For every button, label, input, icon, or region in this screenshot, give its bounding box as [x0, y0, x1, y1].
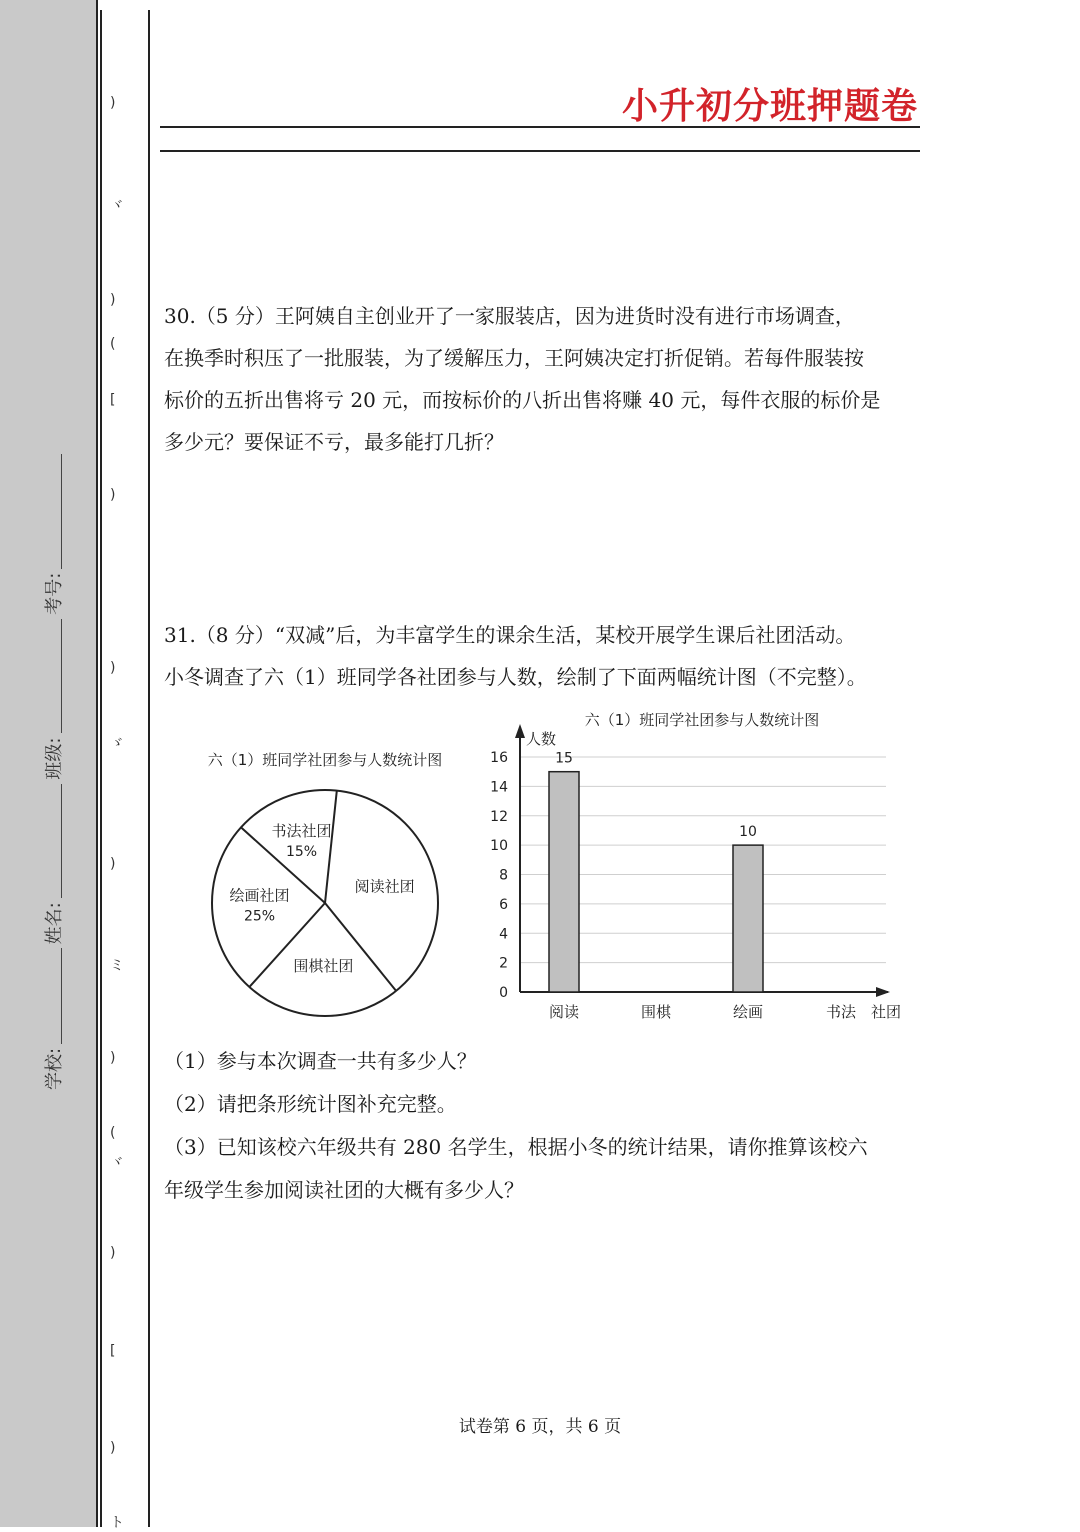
bar-y-tick-label: 10 [490, 838, 508, 855]
bar-value-label: 15 [555, 750, 573, 767]
q31-subquestions [164, 1040, 924, 1212]
bar-value-label: 10 [739, 824, 757, 841]
binder-mark: ) [110, 1050, 116, 1066]
pie-slice-percent: 25% [243, 908, 276, 925]
q30-line: 标价的五折出售将亏 20 元，而按标价的八折出售将赚 40 元，每件衣服的标价是 [164, 388, 881, 412]
binder-mark: ト [110, 1515, 124, 1531]
q31-sub-3-cont: 年级学生参加阅读社团的大概有多少人？ [164, 1178, 524, 1202]
bar-x-axis-label: 社团 [870, 1003, 902, 1021]
q31-line: 31.（8 分）“双减”后，为丰富学生的课余生活，某校开展学生课后社团活动。 [164, 623, 856, 647]
bar-y-tick-label: 14 [490, 779, 508, 796]
binder-mark: ) [110, 856, 116, 872]
name-label: 姓名: [44, 902, 65, 945]
bar-category-label: 围棋 [640, 1003, 672, 1021]
page-number: 试卷第 6 页，共 6 页 [458, 1417, 622, 1437]
binder-mark: ヾ [110, 198, 124, 214]
pie-slice-percent: 15% [285, 843, 318, 860]
bar-y-tick-label: 6 [499, 896, 508, 913]
binder-mark: ミ [110, 958, 124, 974]
binder-mark: ゞ [110, 736, 124, 752]
bar-chart [490, 724, 901, 1021]
binder-mark: ) [110, 660, 116, 676]
bar-y-tick-label: 12 [490, 808, 508, 825]
binder-mark: ) [110, 1245, 116, 1261]
pie-slice-label: 围棋社团 [293, 957, 354, 976]
bar-y-axis-arrow [515, 724, 525, 738]
exam-no-label: 考号: [44, 572, 65, 615]
bar-x-axis-arrow [876, 987, 890, 997]
q31-sub-3: （3）已知该校六年级共有 280 名学生，根据小冬的统计结果，请你推算该校六 [164, 1135, 868, 1159]
bar-chart-title: 六（1）班同学社团参与人数统计图 [584, 711, 820, 729]
pie-slice-label: 阅读社团 [354, 877, 415, 896]
bar-category-label: 书法 [825, 1003, 857, 1021]
binder-mark: ) [110, 292, 116, 308]
q30-line: 在换季时积压了一批服装，为了缓解压力，王阿姨决定打折促销。若每件服装按 [164, 346, 864, 370]
binder-mark: ) [110, 1440, 116, 1456]
binder-mark: ヾ [110, 1155, 124, 1171]
binder-mark: ) [110, 95, 116, 111]
pie-slice-label: 书法社团 [271, 821, 332, 840]
bar [733, 845, 763, 992]
pie-slice-label: 绘画社团 [229, 886, 290, 905]
binder-mark: ( [110, 336, 116, 352]
paper-title: 小升初分班押题卷 [621, 86, 918, 127]
binder-mark: [ [110, 392, 116, 408]
binder-mark: ( [110, 1125, 116, 1141]
bar-category-label: 阅读 [548, 1003, 580, 1021]
binder-mark: ) [110, 487, 116, 503]
school-label: 学校: [44, 1047, 65, 1090]
bar-y-tick-label: 8 [499, 867, 508, 884]
bar-y-axis-label: 人数 [526, 730, 557, 748]
pie-chart [212, 790, 438, 1016]
pie-chart-title: 六（1）班同学社团参与人数统计图 [207, 751, 443, 769]
bar [549, 772, 579, 992]
bar-y-tick-label: 16 [490, 750, 508, 766]
q31-line: 小冬调查了六（1）班同学各社团参与人数，绘制了下面两幅统计图（不完整）。 [164, 665, 867, 689]
bar-y-tick-label: 2 [499, 955, 508, 972]
q31-sub-1: （1）参与本次调查一共有多少人？ [164, 1049, 477, 1073]
bar-y-tick-label: 0 [499, 985, 508, 1001]
page-footer [0, 1412, 1080, 1437]
class-label: 班级: [44, 737, 65, 780]
q30-line: 多少元？要保证不亏，最多能打几折？ [164, 430, 504, 454]
bar-category-label: 绘画 [732, 1003, 764, 1021]
q31-sub-2: （2）请把条形统计图补充完整。 [164, 1092, 457, 1116]
binder-mark: [ [110, 1343, 116, 1359]
q30-line: 30.（5 分）王阿姨自主创业开了一家服装店，因为进货时没有进行市场调查， [164, 304, 855, 328]
bar-y-tick-label: 4 [499, 926, 508, 943]
